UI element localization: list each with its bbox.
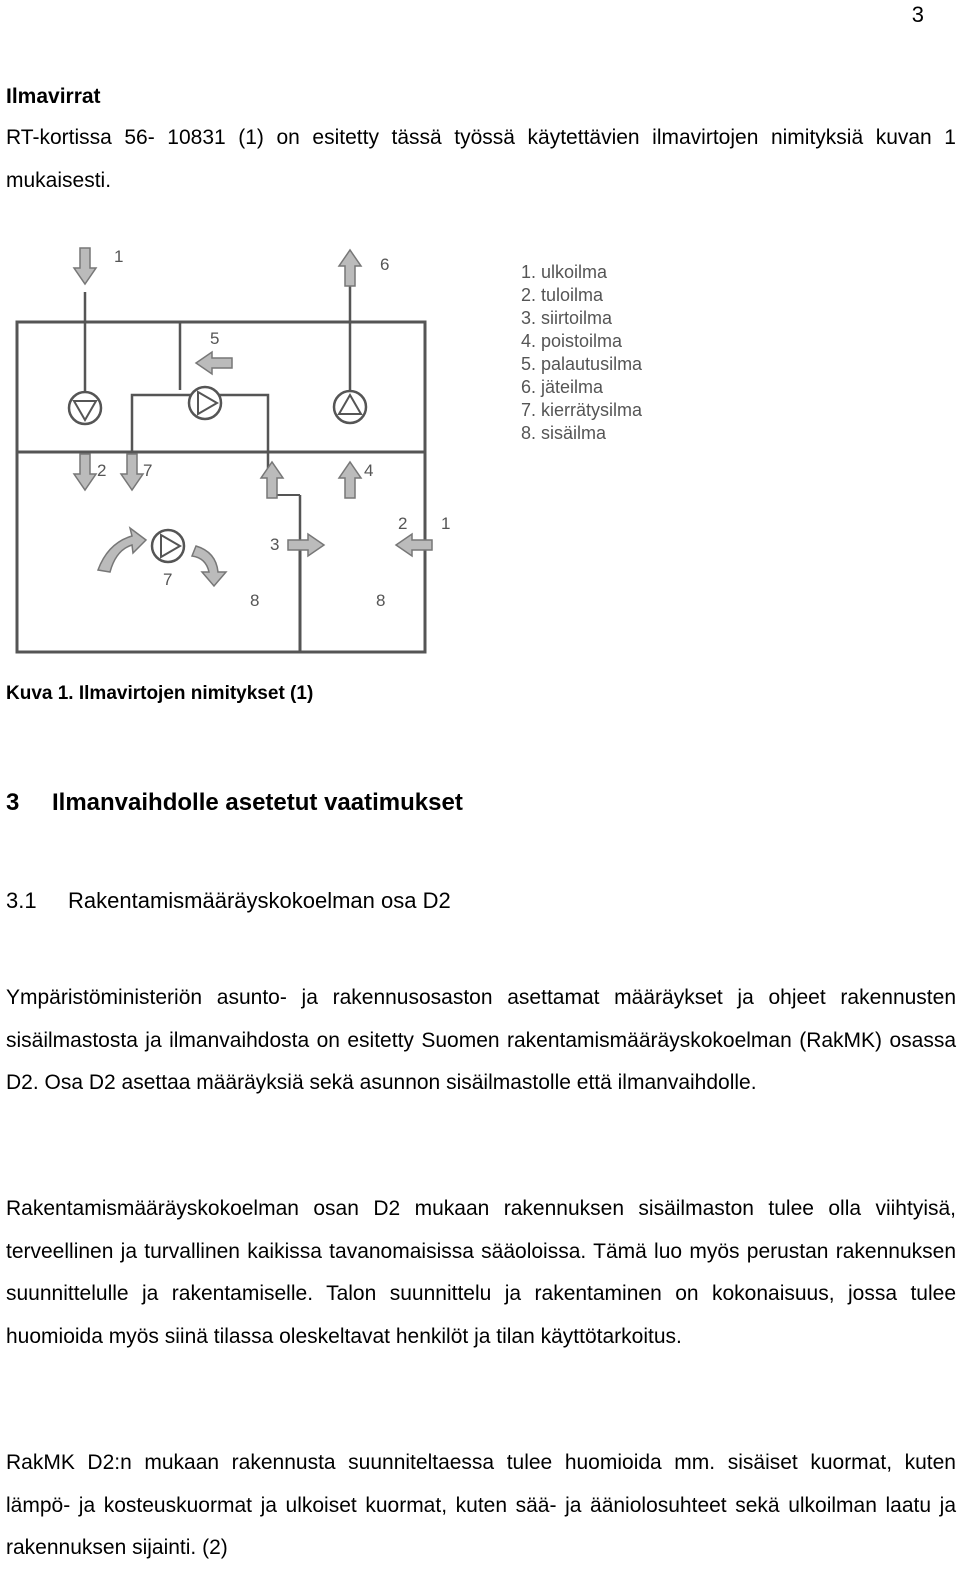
arrow-transfer-air xyxy=(288,534,324,556)
airflow-diagram-svg xyxy=(0,240,700,660)
subchapter-title: Rakentamismääräyskokoelman osa D2 xyxy=(68,888,451,913)
legend-item: 7. kierrätysilma xyxy=(521,400,643,420)
building-outline xyxy=(17,322,425,652)
airflow-diagram xyxy=(0,240,700,660)
label-1-side: 1 xyxy=(441,514,451,533)
subchapter-number: 3.1 xyxy=(6,888,37,913)
paragraph-d2-intro: Ympäristöministeriön asunto- ja rakennusosaston asettamat määräykset ja ohjeet rakennusten sisäilmastosta ja ilmanvaihdosta on esitetty Suomen rakentamismääräyskokoelman (RakMK) osassa D2. Osa D2 asettaa määräyksiä sekä asunnon sisäilmastolle että ilmanvaihdolle. xyxy=(6,986,956,1094)
label-2-side: 2 xyxy=(398,514,408,533)
chapter-title: Ilmanvaihdolle asetetut vaatimukset xyxy=(52,789,463,816)
fan-supply xyxy=(69,392,101,424)
section-title-ilmavirrat: Ilmavirrat xyxy=(6,85,101,108)
chapter-heading xyxy=(6,780,463,826)
fan-recirc xyxy=(152,530,184,562)
paragraph-ilmavirrat: RT-kortissa 56- 10831 (1) on esitetty tässä työssä käytettävien ilmavirtojen nimityksiä kuvan 1 mukaisesti. xyxy=(6,126,956,192)
arrow-exhaust-air xyxy=(339,250,361,286)
label-5-return: 5 xyxy=(210,329,220,348)
arrow-return-air xyxy=(196,352,232,374)
label-8-right: 8 xyxy=(376,591,386,610)
legend-item: 2. tuloilma xyxy=(521,285,604,305)
page-number: 3 xyxy=(911,2,924,27)
label-7-recirc: 7 xyxy=(163,570,173,589)
fan-exhaust xyxy=(334,391,366,423)
arrow-supply-recirc xyxy=(121,454,143,490)
paragraph-d2-requirements: Rakentamismääräyskokoelman osan D2 mukaan rakennuksen sisäilmaston tulee olla viihtyisä, terveellinen ja turvallinen kaikissa tavanomaisissa sääoloissa. Tämä luo myös perustan rakennuksen suunnittelulle ja rakentamiselle. Talon suunnittelu ja rakentaminen on kokonaisuus, jossa tulee huomioida myös siinä tilassa oleskeltavat henkilöt ja tilan käyttötarkoitus. xyxy=(6,1197,956,1348)
legend-item: 5. palautusilma xyxy=(521,354,643,374)
paragraph-d2-loads: RakMK D2:n mukaan rakennusta suunniteltaessa tulee huomioida mm. sisäiset kuormat, kuten lämpö- ja kosteuskuormat ja ulkoiset kuormat, kuten sää- ja ääniolosuhteet sekä ulkoilman laatu ja rakennuksen sijainti. (2) xyxy=(6,1451,956,1559)
figure-caption: Kuva 1. Ilmavirtojen nimitykset (1) xyxy=(6,683,314,704)
label-8-left: 8 xyxy=(250,591,260,610)
airflow-legend xyxy=(521,262,643,443)
label-3-transfer: 3 xyxy=(270,535,280,554)
legend-item: 8. sisäilma xyxy=(521,423,607,443)
chapter-number: 3 xyxy=(6,789,20,816)
legend-item: 3. siirtoilma xyxy=(521,308,613,328)
label-6-top: 6 xyxy=(380,255,390,274)
label-4-exhaust: 4 xyxy=(364,461,374,480)
fan-return xyxy=(189,387,221,419)
legend-item: 4. poistoilma xyxy=(521,331,623,351)
arrow-side-supply xyxy=(396,534,432,556)
label-1-top: 1 xyxy=(114,247,124,266)
legend-item: 1. ulkoilma xyxy=(521,262,608,282)
arrow-supply-air xyxy=(74,454,96,490)
label-7-supply: 7 xyxy=(143,461,153,480)
arrow-recirc-out xyxy=(192,546,226,586)
legend-item: 6. jäteilma xyxy=(521,377,604,397)
subchapter-heading xyxy=(6,878,451,924)
arrow-recirc-in xyxy=(98,528,146,572)
label-2-supply: 2 xyxy=(97,461,107,480)
arrow-extract-air xyxy=(339,462,361,498)
arrow-up-room xyxy=(261,462,283,498)
arrow-outdoor-air xyxy=(74,248,96,284)
